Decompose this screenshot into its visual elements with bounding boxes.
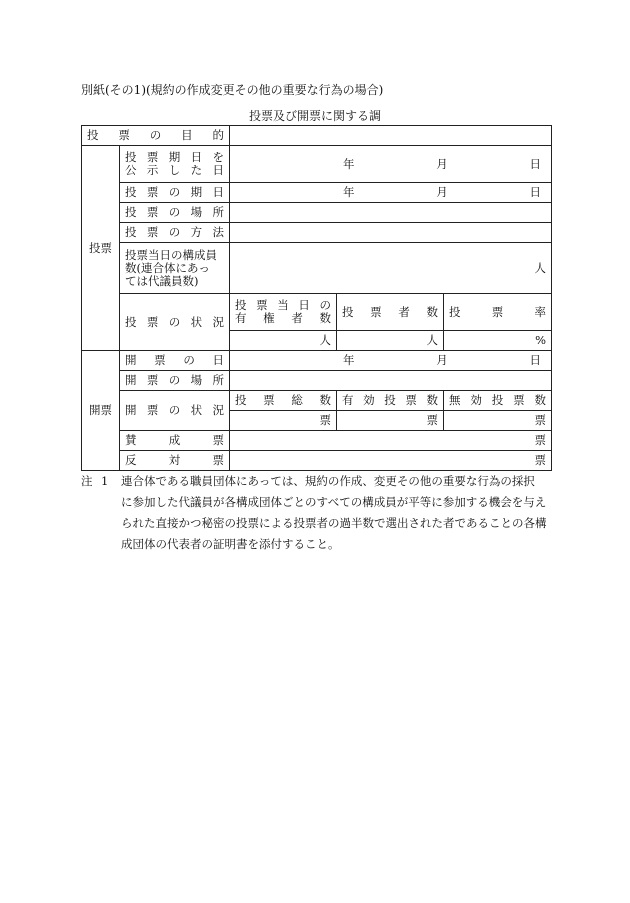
vote-method-label: 投 票 の 方 法: [120, 223, 230, 243]
vote-count-table: [81, 125, 552, 471]
footnote: [81, 471, 553, 555]
voters-value[interactable]: 人: [337, 331, 444, 351]
purpose-value[interactable]: [230, 126, 552, 146]
vote-method-value[interactable]: [230, 223, 552, 243]
no-votes-label: 反 対 票: [120, 451, 230, 471]
footnote-label: 注: [81, 474, 93, 488]
eligible-voters-label: 投 票 当 日 の 有 権 者 数: [230, 294, 337, 331]
vote-place-value[interactable]: [230, 203, 552, 223]
purpose-label: 投 票 の 目 的: [82, 126, 230, 146]
eligible-voters-value[interactable]: 人: [230, 331, 337, 351]
count-place-label: 開 票 の 場 所: [120, 371, 230, 391]
valid-votes-value[interactable]: 票: [337, 411, 444, 431]
total-votes-value[interactable]: 票: [230, 411, 337, 431]
footnote-text: 連合体である職員団体にあっては、規約の作成、変更その他の重要な行為の採択 に参加した代議員が各構成団体ごとのすべての構成員が平等に参加する機会を与え られた直接かつ秘密の投票による投票者の過半数で選出された者であることの各構 成団体の代表者の証明書を添付すること。: [121, 474, 547, 551]
count-date-label: 開 票 の 日: [120, 351, 230, 371]
count-place-value[interactable]: [230, 371, 552, 391]
invalid-votes-label: 無 効 投 票 数: [444, 391, 552, 411]
vote-status-label: 投 票 の 状 況: [120, 294, 230, 351]
turnout-label: 投 票 率: [444, 294, 552, 331]
vote-date-value[interactable]: 年 月 日: [230, 183, 552, 203]
vote-announce-label: 投 票 期 日 を 公 示 し た 日: [120, 146, 230, 183]
count-status-label: 開 票 の 状 況: [120, 391, 230, 431]
turnout-value[interactable]: %: [444, 331, 552, 351]
count-date-value[interactable]: 年 月 日: [230, 351, 552, 371]
form-title: 投票及び開票に関する調: [248, 109, 381, 123]
members-count-value[interactable]: 人: [230, 243, 552, 294]
page-heading: 別紙(その1)(規約の作成変更その他の重要な行為の場合): [81, 83, 384, 97]
count-group-label: 開票: [82, 351, 120, 471]
vote-date-label: 投 票 の 期 日: [120, 183, 230, 203]
no-votes-value[interactable]: 票: [230, 451, 552, 471]
yes-votes-label: 賛 成 票: [120, 431, 230, 451]
footnote-number: 1: [101, 474, 109, 488]
invalid-votes-value[interactable]: 票: [444, 411, 552, 431]
members-count-label: 投票当日の構成員 数(連合体にあっ ては代議員数): [120, 243, 230, 294]
vote-place-label: 投 票 の 場 所: [120, 203, 230, 223]
valid-votes-label: 有 効 投 票 数: [337, 391, 444, 411]
total-votes-label: 投 票 総 数: [230, 391, 337, 411]
vote-announce-date[interactable]: 年 月 日: [230, 146, 552, 183]
voters-label: 投 票 者 数: [337, 294, 444, 331]
vote-group-label: 投票: [82, 146, 120, 351]
yes-votes-value[interactable]: 票: [230, 431, 552, 451]
